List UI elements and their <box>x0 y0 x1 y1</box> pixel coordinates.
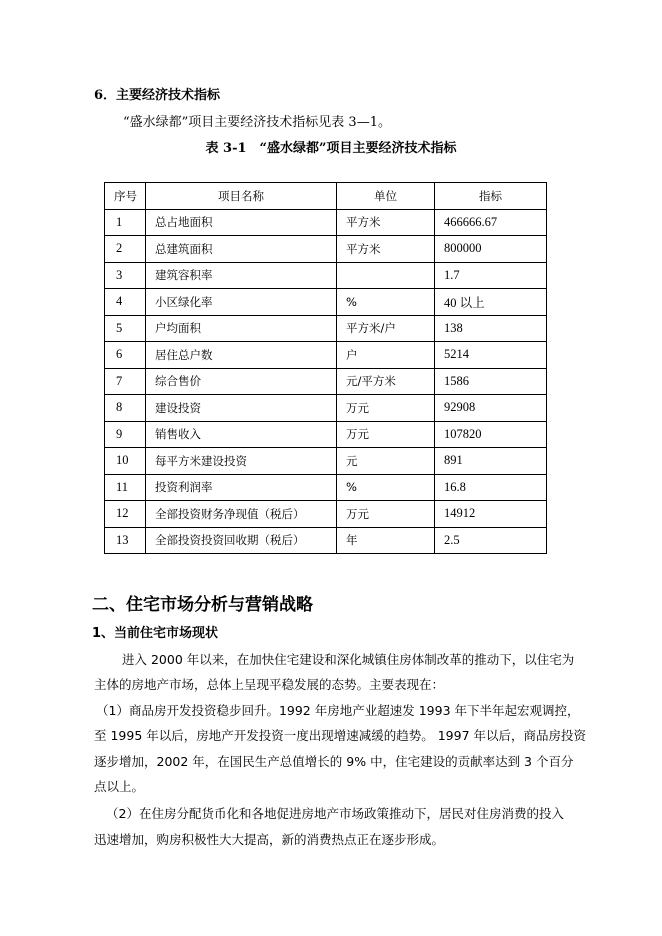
header-indicator: 指标 <box>435 183 547 210</box>
cell-no: 3 <box>105 262 146 289</box>
cell-item-name: 建设投资 <box>146 395 337 422</box>
table-row <box>105 395 547 422</box>
paragraph-line: 点以上。 <box>94 779 145 794</box>
cell-item-name: 销售收入 <box>146 421 337 448</box>
section-heading-6: 6．主要经济技术指标 <box>94 88 221 103</box>
cell-no: 6 <box>105 342 146 369</box>
cell-item-name: 户均面积 <box>146 315 337 342</box>
cell-indicator: 138 <box>435 315 547 342</box>
table-row <box>105 368 547 395</box>
economic-indicators-table <box>104 182 547 554</box>
cell-item-name: 总占地面积 <box>146 209 337 236</box>
table-header-row <box>105 183 547 210</box>
cell-unit: 平方米/户 <box>337 315 435 342</box>
table-row <box>105 209 547 236</box>
table-row <box>105 448 547 475</box>
header-unit: 单位 <box>337 183 435 210</box>
cell-item-name: 建筑容积率 <box>146 262 337 289</box>
cell-no: 7 <box>105 368 146 395</box>
cell-unit: 元/平方米 <box>337 368 435 395</box>
cell-no: 12 <box>105 501 146 528</box>
paragraph-line: （1）商品房开发投资稳步回升。1992 年房地产业超速发 1993 年下半年起宏观调控， <box>96 703 580 718</box>
table-row <box>105 501 547 528</box>
cell-item-name: 每平方米建设投资 <box>146 448 337 475</box>
cell-no: 9 <box>105 421 146 448</box>
cell-no: 13 <box>105 527 146 554</box>
intro-line: “盛水绿都”项目主要经济技术指标见表 3—1。 <box>123 115 391 130</box>
paragraph-line: 至 1995 年以后，房地产开发投资一度出现增速减缓的趋势。 1997 年以后，商品房投资 <box>94 728 587 743</box>
table-row <box>105 236 547 263</box>
cell-unit: % <box>337 289 435 316</box>
subsection-title: 1、当前住宅市场现状 <box>92 626 219 641</box>
header-no: 序号 <box>105 183 146 210</box>
cell-unit: 万元 <box>337 501 435 528</box>
table-row <box>105 289 547 316</box>
cell-item-name: 投资利润率 <box>146 474 337 501</box>
cell-indicator: 5214 <box>435 342 547 369</box>
cell-indicator: 1586 <box>435 368 547 395</box>
table-row <box>105 527 547 554</box>
cell-unit <box>337 262 435 289</box>
cell-indicator: 14912 <box>435 501 547 528</box>
paragraph-line: 迅速增加，购房积极性大大提高，新的消费热点正在逐步形成。 <box>94 832 445 847</box>
section-title: 二、住宅市场分析与营销战略 <box>92 595 313 615</box>
cell-unit: 万元 <box>337 395 435 422</box>
cell-unit: 平方米 <box>337 236 435 263</box>
cell-no: 11 <box>105 474 146 501</box>
cell-item-name: 小区绿化率 <box>146 289 337 316</box>
cell-item-name: 综合售价 <box>146 368 337 395</box>
cell-no: 8 <box>105 395 146 422</box>
paragraph-line: 进入 2000 年以来，在加快住宅建设和深化城镇住房体制改革的推动下，以住宅为 <box>122 652 575 667</box>
cell-item-name: 居住总户数 <box>146 342 337 369</box>
paragraph-line: （2）在住房分配货币化和各地促进房地产市场政策推动下，居民对住房消费的投入 <box>106 806 564 821</box>
cell-no: 1 <box>105 209 146 236</box>
paragraph-line: 逐步增加，2002 年，在国民生产总值增长的 9% 中，住宅建设的贡献率达到 3 个百分 <box>94 754 574 769</box>
table-row <box>105 315 547 342</box>
paragraph-line: 主体的房地产市场，总体上呈现平稳发展的态势。主要表现在： <box>94 677 445 692</box>
cell-unit: % <box>337 474 435 501</box>
table-row <box>105 262 547 289</box>
cell-indicator: 2.5 <box>435 527 547 554</box>
table-row <box>105 421 547 448</box>
cell-unit: 户 <box>337 342 435 369</box>
table-caption: 表 3-1 “盛水绿都”项目主要经济技术指标 <box>205 141 457 156</box>
cell-no: 10 <box>105 448 146 475</box>
table-row <box>105 342 547 369</box>
cell-no: 4 <box>105 289 146 316</box>
cell-indicator: 891 <box>435 448 547 475</box>
cell-no: 5 <box>105 315 146 342</box>
cell-unit: 万元 <box>337 421 435 448</box>
table-row <box>105 474 547 501</box>
cell-unit: 年 <box>337 527 435 554</box>
cell-indicator: 92908 <box>435 395 547 422</box>
cell-item-name: 全部投资投资回收期（税后） <box>146 527 337 554</box>
cell-indicator: 466666.67 <box>435 209 547 236</box>
cell-item-name: 总建筑面积 <box>146 236 337 263</box>
cell-no: 2 <box>105 236 146 263</box>
cell-item-name: 全部投资财务净现值（税后） <box>146 501 337 528</box>
cell-indicator: 107820 <box>435 421 547 448</box>
cell-unit: 元 <box>337 448 435 475</box>
cell-indicator: 16.8 <box>435 474 547 501</box>
header-item-name: 项目名称 <box>146 183 337 210</box>
cell-indicator: 1.7 <box>435 262 547 289</box>
cell-unit: 平方米 <box>337 209 435 236</box>
cell-indicator: 800000 <box>435 236 547 263</box>
cell-indicator: 40 以上 <box>435 289 547 316</box>
